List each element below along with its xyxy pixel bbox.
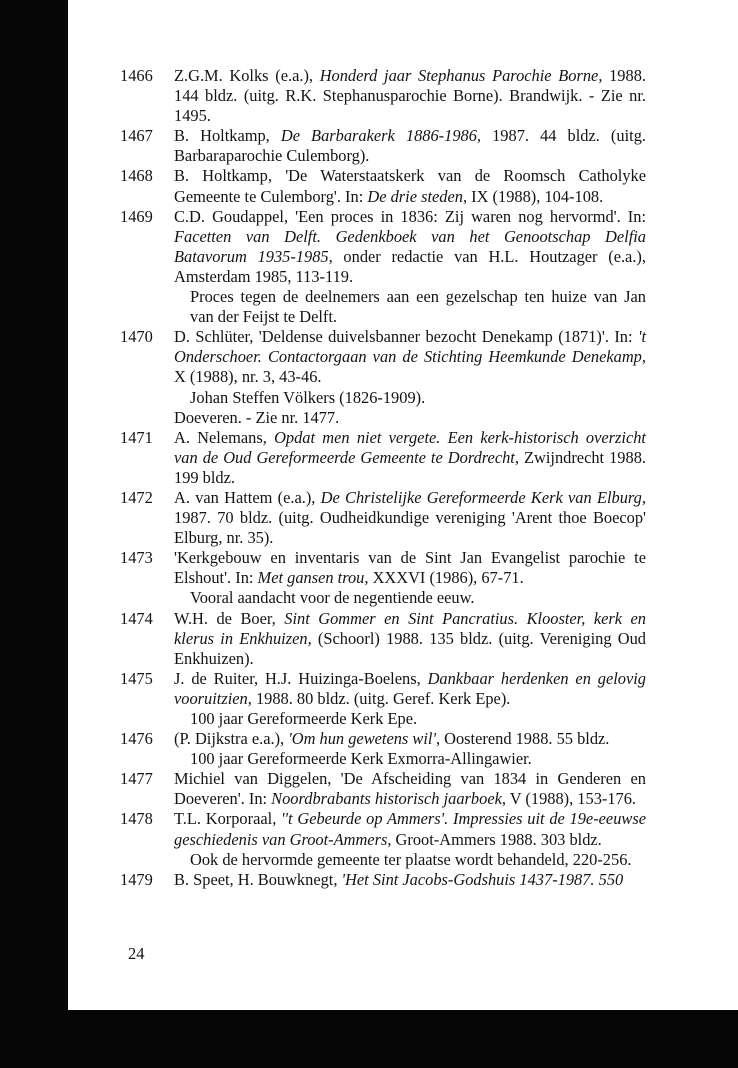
citation-title: De Barbarakerk 1886-1986: [280, 126, 477, 146]
entry-citation: [174, 769, 646, 808]
bibliography-entry: [120, 769, 646, 809]
entry-number: 1478: [120, 809, 153, 829]
entry-annotation: Ook de hervormde gemeente ter plaatse wordt behandeld, 220-256.: [190, 849, 632, 869]
entry-citation: [174, 207, 646, 286]
entry-citation: [174, 669, 646, 708]
citation-title: 't Onderschoer. Contactorgaan van de Stichting Heemkunde Denekamp: [174, 327, 646, 367]
citation-text: C.D. Goudappel, 'Een proces in 1836: Zij waren nog hervormd'. In:: [174, 206, 646, 226]
entry-number: 1473: [120, 548, 153, 568]
citation-text: B. Holtkamp,: [174, 126, 281, 146]
citation-text: , Oosterend 1988. 55 bldz.: [435, 729, 610, 749]
entry-citation: [174, 609, 646, 668]
entry-annotation: Proces tegen de deelnemers aan een gezelschap ten huize van Jan van der Feijst te Delft.: [190, 287, 646, 327]
entry-citation: [174, 488, 646, 547]
citation-text: , V (1988), 153-176.: [501, 789, 637, 809]
citation-title: Noordbrabants historisch jaarboek: [271, 789, 502, 809]
citation-text: B. Holtkamp, 'De Waterstaatskerk van de Roomsch Catholyke Gemeente te Culemborg'. In:: [174, 166, 646, 206]
citation-text: (P. Dijkstra e.a.),: [174, 729, 289, 749]
citation-text: , Zwijndrecht 1988. 199 bldz.: [174, 447, 646, 487]
bibliography-entry: [120, 488, 646, 548]
entry-number: 1477: [120, 769, 153, 789]
citation-text: , 1987. 70 bldz. (uitg. Oudheidkundige vereniging 'Arent thoe Boecop' Elburg, nr. 35).: [174, 487, 646, 548]
citation-text: Z.G.M. Kolks (e.a.),: [174, 66, 320, 85]
entry-number: 1475: [120, 668, 153, 688]
entry-annotation: 100 jaar Gereformeerde Kerk Epe.: [190, 709, 418, 728]
scan-border-bottom: [0, 1010, 738, 1068]
entry-citation: [174, 870, 623, 889]
bibliography-entry: [120, 327, 646, 427]
entry-number: 1472: [120, 487, 153, 507]
citation-text: D. Schlüter, 'Deldense duivelsbanner bezocht Denekamp (1871)'. In:: [174, 327, 638, 347]
entry-citation: [174, 166, 646, 205]
citation-text: , 1987. 44 bldz. (uitg. Barbaraparochie Culemborg).: [174, 126, 646, 166]
entry-citation: [174, 809, 646, 848]
entry-citation: [174, 428, 646, 487]
entry-number: 1466: [120, 66, 153, 85]
entry-citation: [174, 729, 609, 748]
citation-title: ''t Gebeurde op Ammers'. Impressies uit de 19e-eeuwse geschiedenis van Groot-Ammers: [174, 809, 646, 849]
bibliography-entry: [120, 166, 646, 206]
citation-title: Opdat men niet vergete. Een kerk-historisch overzicht van de Oud Gereformeerde Gemeente te Dordrecht: [174, 427, 646, 467]
entry-citation: [174, 126, 646, 165]
bibliography-entry: [120, 548, 646, 608]
entry-annotation: 100 jaar Gereformeerde Kerk Exmorra-Allingawier.: [190, 749, 532, 769]
bibliography-entry: [120, 126, 646, 166]
citation-text: , onder redactie van H.L. Houtzager (e.a.), Amsterdam 1985, 113-119.: [174, 246, 646, 286]
entry-number: 1470: [120, 327, 153, 347]
citation-text: , XXXVI (1986), 67-71.: [364, 568, 524, 588]
citation-title: De drie steden: [367, 186, 463, 206]
cross-reference: Doeveren. - Zie nr. 1477.: [174, 407, 340, 427]
citation-title: Dankbaar herdenken en gelovig vooruitzien: [174, 668, 647, 708]
citation-text: , 1988. 144 bldz. (uitg. R.K. Stephanusparochie Borne). Brandwijk. - Zie nr. 1495.: [174, 66, 646, 126]
entry-number: 1476: [120, 729, 153, 749]
citation-text: Michiel van Diggelen, 'De Afscheiding van 1834 in Genderen en Doeveren'. In:: [174, 769, 646, 809]
bibliography-entry: [120, 428, 646, 488]
citation-title: Met gansen trou: [257, 568, 365, 588]
entry-annotation: Johan Steffen Völkers (1826-1909).: [190, 387, 426, 407]
entry-number: 1467: [120, 126, 153, 146]
entry-annotation: Vooral aandacht voor de negentiende eeuw.: [190, 588, 475, 608]
entry-citation: [174, 548, 646, 587]
scan-border-left: [0, 0, 68, 1068]
bibliography-entry: [120, 809, 646, 869]
page-number: 24: [128, 944, 145, 963]
citation-text: , Groot-Ammers 1988. 303 bldz.: [387, 829, 602, 849]
citation-title: Facetten van Delft. Gedenkboek van het Genootschap Delfia Batavorum 1935-1985: [174, 226, 646, 266]
bibliography-entry: [120, 609, 646, 669]
citation-title: 'Het Sint Jacobs-Godshuis 1437-1987. 550: [341, 869, 624, 889]
citation-text: , 1988. 80 bldz. (uitg. Geref. Kerk Epe).: [247, 688, 511, 708]
citation-title: Sint Gommer en Sint Pancratius. Klooster, kerk en klerus in Enkhuizen: [174, 608, 647, 648]
citation-text: J. de Ruiter, H.J. Huizinga-Boelens,: [174, 668, 428, 688]
bibliography-entry: [120, 207, 646, 328]
bibliography-entry: [120, 870, 646, 890]
citation-title: 'Om hun gewetens wil': [288, 729, 436, 749]
entry-number: 1474: [120, 608, 153, 628]
citation-text: , IX (1988), 104-108.: [462, 186, 604, 206]
bibliography-list: [120, 66, 646, 890]
entry-number: 1469: [120, 206, 153, 226]
citation-text: , X (1988), nr. 3, 43-46.: [174, 347, 646, 387]
bibliography-entry: [120, 729, 646, 769]
citation-title: Honderd jaar Stephanus Parochie Borne: [319, 66, 599, 85]
citation-text: W.H. de Boer,: [174, 608, 285, 628]
citation-text: B. Speet, H. Bouwknegt,: [174, 869, 342, 889]
entry-number: 1471: [120, 427, 153, 447]
bibliography-entry: [120, 66, 646, 126]
entry-number: 1468: [120, 166, 153, 186]
citation-text: A. van Hattem (e.a.),: [174, 487, 321, 507]
entry-citation: [174, 327, 646, 386]
entry-citation: [174, 66, 646, 125]
citation-text: , (Schoorl) 1988. 135 bldz. (uitg. Vereniging Oud Enkhuizen).: [174, 628, 646, 668]
entry-number: 1479: [120, 869, 153, 889]
citation-text: A. Nelemans,: [174, 427, 275, 447]
citation-title: De Christelijke Gereformeerde Kerk van Elburg: [320, 487, 642, 507]
bibliography-entry: [120, 669, 646, 729]
citation-text: T.L. Korporaal,: [174, 809, 282, 829]
citation-text: 'Kerkgebouw en inventaris van de Sint Jan Evangelist parochie te Elshout'. In:: [174, 548, 646, 588]
